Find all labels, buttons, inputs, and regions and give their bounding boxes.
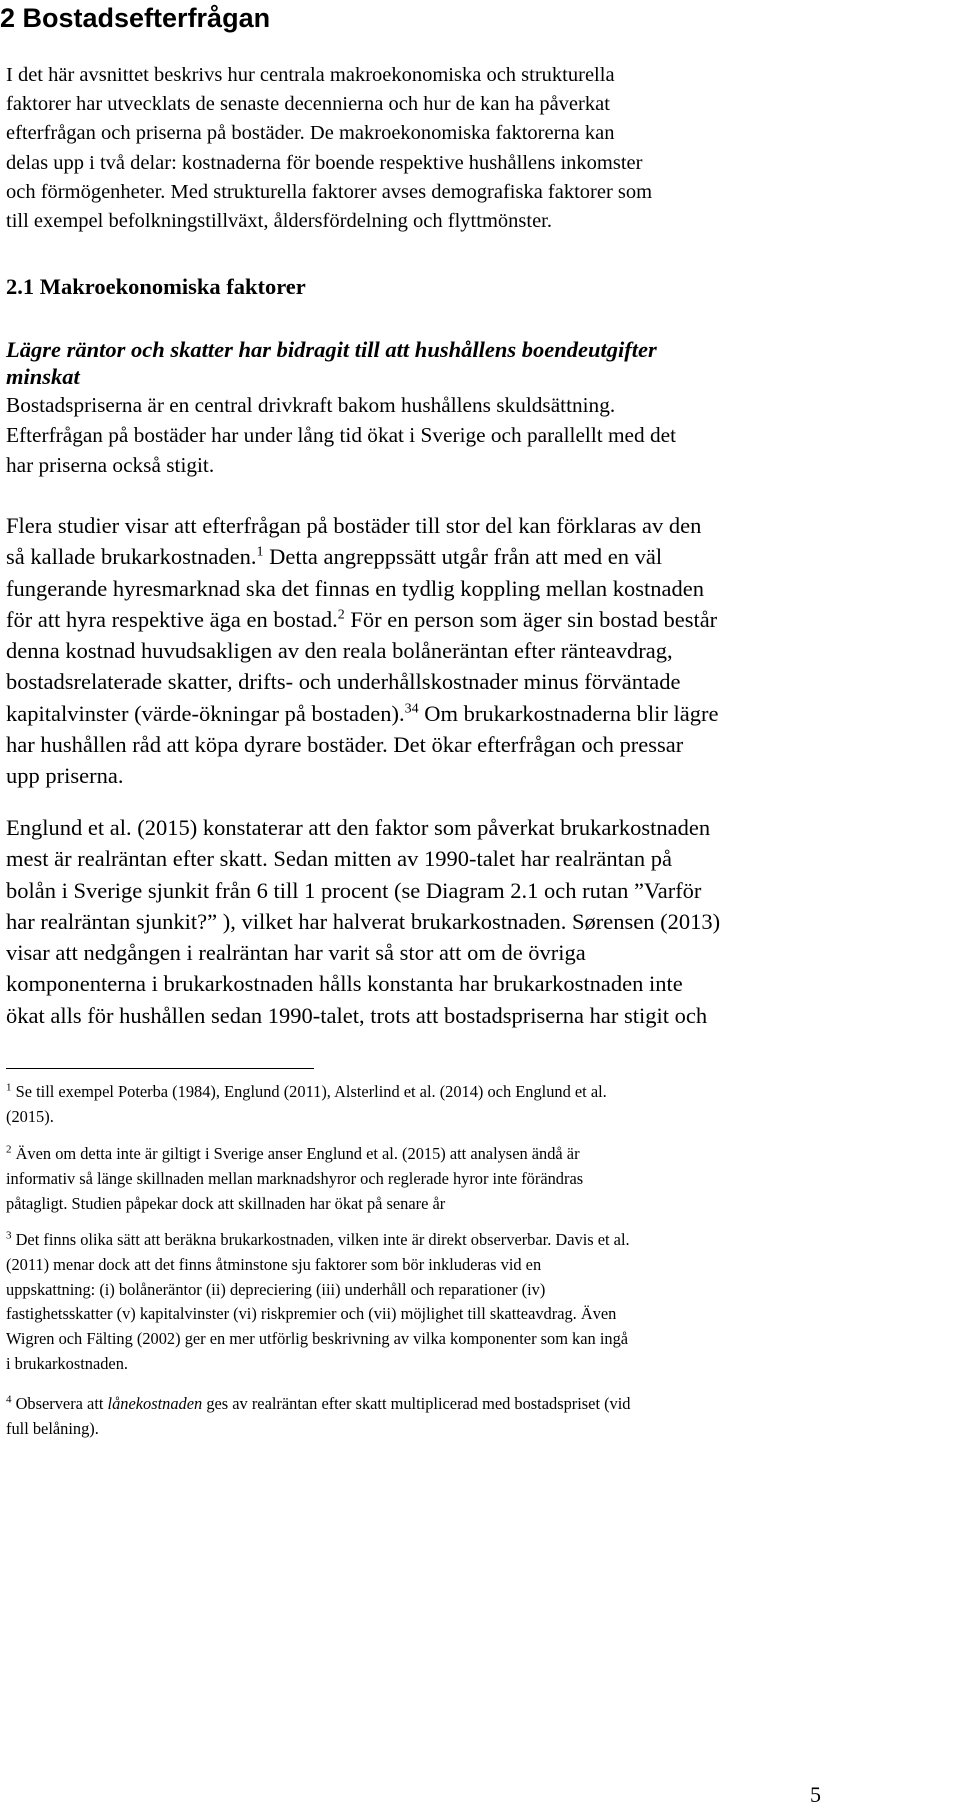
footnote-4 [6, 1392, 826, 1442]
footnote-line: fastighetsskatter (v) kapitalvinster (vi) riskpremier och (vii) möjlighet till skatteavdrag. Även [6, 1304, 617, 1324]
footnote-ref-34[interactable]: 34 [404, 701, 419, 717]
subheading-line: Lägre räntor och skatter har bidragit till att hushållens boendeutgifter [6, 337, 657, 362]
footnote-number: 1 [6, 1081, 12, 1094]
paragraph-line: Bostadspriserna är en central drivkraft bakom hushållens skuldsättning. [6, 393, 616, 417]
paragraph-line: upp priserna. [6, 763, 124, 789]
footnote-line [6, 1392, 826, 1417]
footnote-line [6, 1142, 826, 1167]
footnote-ref-1[interactable]: 1 [256, 544, 264, 560]
intro-line: efterfrågan och priserna på bostäder. De makroekonomiska faktorerna kan [6, 122, 615, 145]
paragraph-line [6, 541, 826, 572]
paragraph-line [6, 698, 826, 729]
paragraph-line: har priserna också stigit. [6, 453, 215, 477]
paragraph-line: bostadsrelaterade skatter, drifts- och underhållskostnader minus förväntade [6, 669, 681, 695]
footnote-3 [6, 1228, 826, 1377]
subheading-line: minskat [6, 364, 80, 389]
paragraph-line: har hushållen råd att köpa dyrare bostäder. Det ökar efterfrågan och pressar [6, 732, 684, 758]
footnote-ref-2[interactable]: 2 [337, 607, 345, 623]
footnote-number: 2 [6, 1143, 12, 1156]
footnote-number: 4 [6, 1393, 12, 1406]
footnote-line: Wigren och Fälting (2002) ger en mer utförlig beskrivning av vilka komponenter som kan ingå [6, 1329, 629, 1349]
paragraph-line: mest är realräntan efter skatt. Sedan mitten av 1990-talet har realräntan på [6, 846, 672, 872]
paragraph-3 [6, 812, 826, 1031]
paragraph-line: har realräntan sjunkit?” ), vilket har halverat brukarkostnaden. Sørensen (2013) [6, 908, 721, 934]
footnote-1 [6, 1080, 826, 1130]
text-span: Observera att [11, 1394, 108, 1413]
intro-line: delas upp i två delar: kostnaderna för boende respektive hushållens inkomster [6, 151, 643, 174]
text-span: Det finns olika sätt att beräkna brukarkostnaden, vilken inte är direkt observerbar. Davis et al. [11, 1230, 630, 1249]
paragraph-line [6, 604, 826, 635]
intro-line: I det här avsnittet beskrivs hur centrala makroekonomiska och strukturella [6, 64, 615, 86]
paragraph-line: ökat alls för hushållen sedan 1990-talet, trots att bostadspriserna har stigit och [6, 1002, 708, 1028]
chapter-heading: 2 Bostadsefterfrågan [0, 3, 271, 33]
intro-line: till exempel befolkningstillväxt, åldersfördelning och flyttmönster. [6, 210, 552, 233]
footnote-line: (2015). [6, 1106, 54, 1126]
paragraph-line: Efterfrågan på bostäder har under lång tid ökat i Sverige och parallellt med det [6, 423, 676, 447]
paragraph-line: fungerande hyresmarknad ska det finnas en tydlig koppling mellan kostnaden [6, 575, 704, 601]
intro-paragraph [6, 61, 826, 236]
footnote-line: informativ så länge skillnaden mellan marknadshyror och reglerade hyror inte förändras [6, 1168, 584, 1188]
text-span: för att hyra respektive äga en bostad. [6, 606, 338, 632]
paragraph-line: bolån i Sverige sjunkit från 6 till 1 procent (se Diagram 2.1 och rutan ”Varför [6, 877, 702, 903]
intro-line: och förmögenheter. Med strukturella faktorer avses demografiska faktorer som [6, 180, 653, 203]
footnote-line: (2011) menar dock att det finns åtminstone sju faktorer som bör inkluderas vid en [6, 1254, 542, 1274]
footnote-line [6, 1228, 826, 1253]
footnote-line: i brukarkostnaden. [6, 1353, 128, 1373]
paragraph-2 [6, 510, 826, 792]
text-span: så kallade brukarkostnaden. [6, 544, 257, 570]
paragraph-line: Englund et al. (2015) konstaterar att den faktor som påverkat brukarkostnaden [6, 815, 711, 840]
paragraph-line: komponenterna i brukarkostnaden hålls konstanta har brukarkostnaden inte [6, 971, 683, 997]
paragraph-line: denna kostnad huvudsakligen av den reala bolåneräntan efter ränteavdrag, [6, 638, 673, 664]
subheading [6, 336, 826, 390]
text-span: För en person som äger sin bostad består [344, 606, 718, 632]
text-span: Även om detta inte är giltigt i Sverige anser Englund et al. (2015) att analysen ändå är [11, 1144, 580, 1163]
footnote-2 [6, 1142, 826, 1216]
footnote-line [6, 1080, 826, 1105]
paragraph-1 [6, 390, 826, 480]
text-span: ges av realräntan efter skatt multiplicerad med bostadspriset (vid [202, 1394, 631, 1413]
text-span: kapitalvinster (värde-ökningar på bostaden). [6, 700, 405, 726]
paragraph-line: visar att nedgången i realräntan har varit så stor att om de övriga [6, 940, 586, 966]
emphasis-text: lånekostnaden [107, 1394, 203, 1413]
text-span: Se till exempel Poterba (1984), Englund (2011), Alsterlind et al. (2014) och Englund et al. [11, 1082, 607, 1101]
text-span: Om brukarkostnaderna blir lägre [418, 700, 719, 726]
footnote-line: full belåning). [6, 1418, 99, 1438]
intro-line: faktorer har utvecklats de senaste decennierna och hur de kan ha påverkat [6, 93, 610, 116]
footnote-line: uppskattning: (i) bolåneräntor (ii) depreciering (iii) underhåll och reparationer (iv) [6, 1279, 546, 1299]
section-heading: 2.1 Makroekonomiska faktorer [6, 274, 306, 299]
footnote-line: påtagligt. Studien påpekar dock att skillnaden har ökat på senare år [6, 1193, 446, 1213]
footnote-separator [6, 1068, 314, 1069]
page-number: 5 [810, 1782, 821, 1807]
text-span: Detta angreppssätt utgår från att med en väl [263, 544, 663, 570]
footnote-number: 3 [6, 1229, 12, 1242]
paragraph-line: Flera studier visar att efterfrågan på bostäder till stor del kan förklaras av den [6, 513, 702, 538]
